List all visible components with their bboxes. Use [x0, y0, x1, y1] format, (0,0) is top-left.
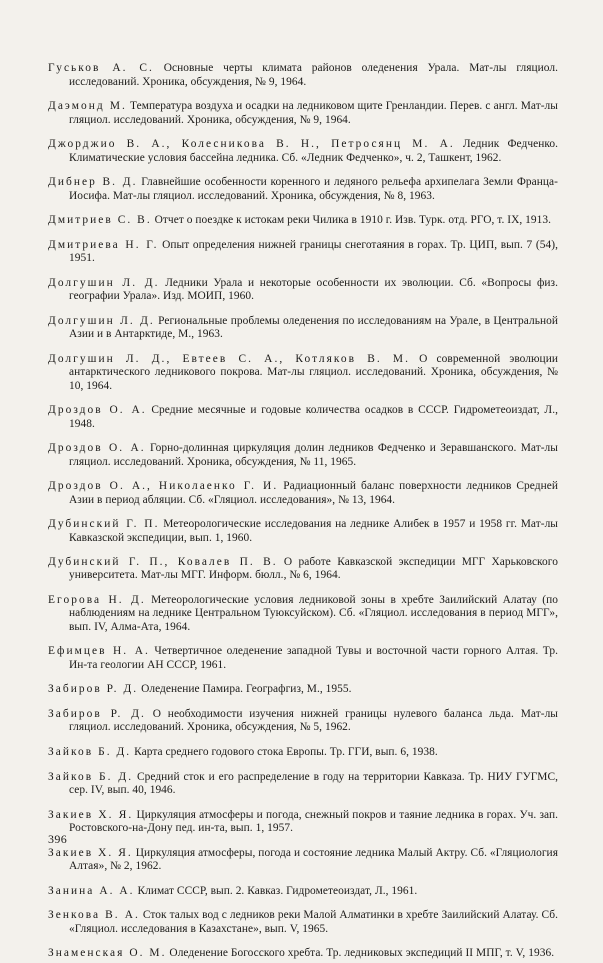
reference-text: Четвертичное оледенение западной Тувы и восточной части горного Алтая. Тр. Ин-та геологии АН СССР, 1961.: [69, 645, 558, 671]
reference-entry: [48, 277, 558, 304]
reference-text: Климат СССР, вып. 2. Кавказ. Гидрометеоиздат, Л., 1961.: [134, 884, 418, 897]
reference-author: Джорджио В. А., Колесникова В. Н., Петросянц М. А.: [48, 138, 455, 151]
reference-text: Горно-долинная циркуляция долин ледников Федченко и Зеравшанского. Мат-лы гляциол. исследований. Хроника, обсуждения, № 11, 1965.: [69, 442, 558, 468]
reference-text: Региональные проблемы оледенения по исследованиям на Урале, в Центральной Азии и в Антарктиде, М., 1963.: [69, 314, 558, 341]
reference-entry: [48, 442, 558, 469]
reference-author: Занина А. А.: [48, 884, 135, 897]
reference-text: Основные черты климата районов оледенения Урала. Мат-лы гляциол. исследований. Хроника, обсуждения, № 9, 1964.: [69, 62, 558, 88]
reference-author: Дубинский Г. П., Ковалев П. В.: [48, 556, 278, 569]
reference-text: Метеорологические условия ледниковой зоны в хребте Заилийский Алатау (по наблюдениям на леднике Центральном Туюксуйском). Сб. «Гляциол. исследования в период МГГ», вып. IV, Алма-Ата, 1964.: [69, 594, 558, 633]
reference-text: Радиационный баланс поверхности ледников Средней Азии в период абляции. Сб. «Гляциол. исследования», № 13, 1964.: [69, 480, 558, 506]
reference-entry: [48, 683, 558, 696]
reference-entry: [48, 645, 558, 672]
reference-entry: [48, 708, 558, 735]
reference-author: Долгушин Л. Д., Евтеев С. А., Котляков В. М.: [48, 352, 410, 365]
reference-text: Средние месячные и годовые количества осадков в СССР. Гидрометеоиздат, Л., 1948.: [69, 404, 558, 430]
reference-text: Главнейшие особенности коренного и ледяного рельефа архипелага Земли Франца-Иосифа. Мат-лы гляциол. исследований. Хроника, обсуждения, № 8, 1963.: [69, 176, 559, 202]
reference-author: Зенкова В. А.: [48, 909, 140, 922]
reference-entry: [48, 746, 558, 759]
reference-entry: [48, 100, 558, 127]
reference-text: Циркуляция атмосферы, погода и состояние ледника Малый Актру. Сб. «Гляциология Алтая», № 2, 1962.: [69, 846, 558, 873]
reference-author: Зайков Б. Д.: [48, 746, 132, 759]
reference-entry: [48, 315, 558, 342]
reference-author: Долгушин Л. Д.: [48, 277, 160, 289]
reference-author: Ефимцев Н. А.: [48, 645, 150, 658]
reference-entry: [48, 480, 558, 507]
reference-text: О работе Кавказской экспедиции МГГ Харьковского университета. Мат-лы МГГ. Информ. бюлл., № 6, 1964.: [69, 556, 558, 582]
reference-author: Дубинский Г. П.: [48, 518, 160, 531]
reference-author: Дмитриев С. В.: [48, 214, 152, 227]
reference-author: Дибнер В. Д.: [48, 176, 138, 189]
reference-author: Гуськов А. С.: [48, 62, 154, 75]
reference-text: Температура воздуха и осадки на ледниковом щите Гренландии. Перев. с англ. Мат-лы гляциол. исследований. Хроника, обсуждения, № 9, 1964.: [69, 100, 558, 126]
reference-author: Егорова Н. Д.: [48, 594, 146, 607]
reference-entry: [48, 594, 558, 634]
reference-author: Зайков Б. Д.: [48, 770, 134, 783]
reference-entry: [48, 847, 558, 874]
reference-author: Забиров Р. Д.: [48, 683, 139, 696]
reference-entry: [48, 947, 558, 960]
reference-text: Ледники Урала и некоторые особенности их эволюции. Сб. «Вопросы физ. географии Урала». Изд. МОИП, 1960.: [69, 277, 558, 303]
reference-author: Дроздов О. А.: [48, 404, 147, 417]
reference-author: Закиев Х. Я.: [48, 846, 133, 859]
reference-text: Сток талых вод с ледников реки Малой Алматинки в хребте Заилийский Алатау. Сб. «Гляциол. исследования в Казахстане», вып. V, 1965.: [69, 909, 559, 935]
reference-entry: [48, 909, 558, 936]
reference-text: Метеорологические исследования на леднике Алибек в 1957 и 1958 гг. Мат-лы Кавказской экспедиции, вып. 1, 1960.: [69, 518, 559, 544]
reference-author: Забиров Р. Д.: [48, 708, 146, 721]
reference-entry: [48, 518, 558, 545]
reference-author: Дроздов О. А., Николаенко Г. И.: [48, 480, 279, 493]
reference-text: О современной эволюции антарктического ледникового покрова. Мат-лы гляциол. исследований. Хроника, обсуждения, № 10, 1964.: [69, 352, 558, 392]
reference-author: Долгушин Л. Д.: [48, 314, 155, 327]
reference-entry: [48, 138, 558, 165]
reference-entry: [48, 239, 558, 266]
reference-list: [48, 51, 558, 963]
reference-entry: [48, 771, 558, 798]
reference-text: Отчет о поездке к истокам реки Чилика в 1910 г. Изв. Турк. отд. РГО, т. IX, 1913.: [151, 214, 552, 227]
reference-entry: [48, 62, 558, 89]
reference-author: Закиев Х. Я.: [48, 808, 134, 821]
reference-text: Средний сток и его распределение в году на территории Кавказа. Тр. НИУ ГУГМС, сер. IV, вып. 40, 1946.: [69, 770, 558, 797]
page-number: 396: [48, 832, 68, 846]
reference-author: Даэмонд М.: [48, 100, 127, 113]
reference-text: Оледенение Памира. Географгиз, М., 1955.: [138, 683, 352, 696]
reference-entry: [48, 809, 558, 836]
reference-entry: [48, 556, 558, 583]
reference-text: Ледник Федченко. Климатические условия бассейна ледника. Сб. «Ледник Федченко», ч. 2, Ташкент, 1962.: [69, 138, 558, 164]
reference-entry: [48, 176, 558, 203]
reference-author: Дмитриева Н. Г.: [48, 239, 159, 252]
reference-entry: [48, 214, 558, 227]
reference-entry: [48, 353, 558, 393]
reference-text: Оледенение Богосского хребта. Тр. ледниковых экспедиций II МПГ, т. V, 1936.: [166, 947, 555, 960]
reference-entry: [48, 885, 558, 898]
reference-entry: [48, 404, 558, 431]
reference-text: Циркуляция атмосферы и погода, снежный покров и таяние ледника в горах. Уч. зап. Ростовского-на-Дону пед. ин-та, вып. 1, 1957.: [69, 808, 558, 835]
reference-author: Дроздов О. А.: [48, 442, 146, 455]
reference-text: Карта среднего годового стока Европы. Тр. ГГИ, вып. 6, 1938.: [131, 746, 438, 759]
reference-text: Опыт определения нижней границы снеготаяния в горах. Тр. ЦИП, вып. 7 (54), 1951.: [69, 239, 558, 265]
reference-text: О необходимости изучения нижней границы нулевого баланса льда. Мат-лы гляциол. исследований. Хроника, обсуждения, № 5, 1962.: [69, 708, 559, 734]
reference-author: Знаменская О. М.: [48, 947, 167, 960]
